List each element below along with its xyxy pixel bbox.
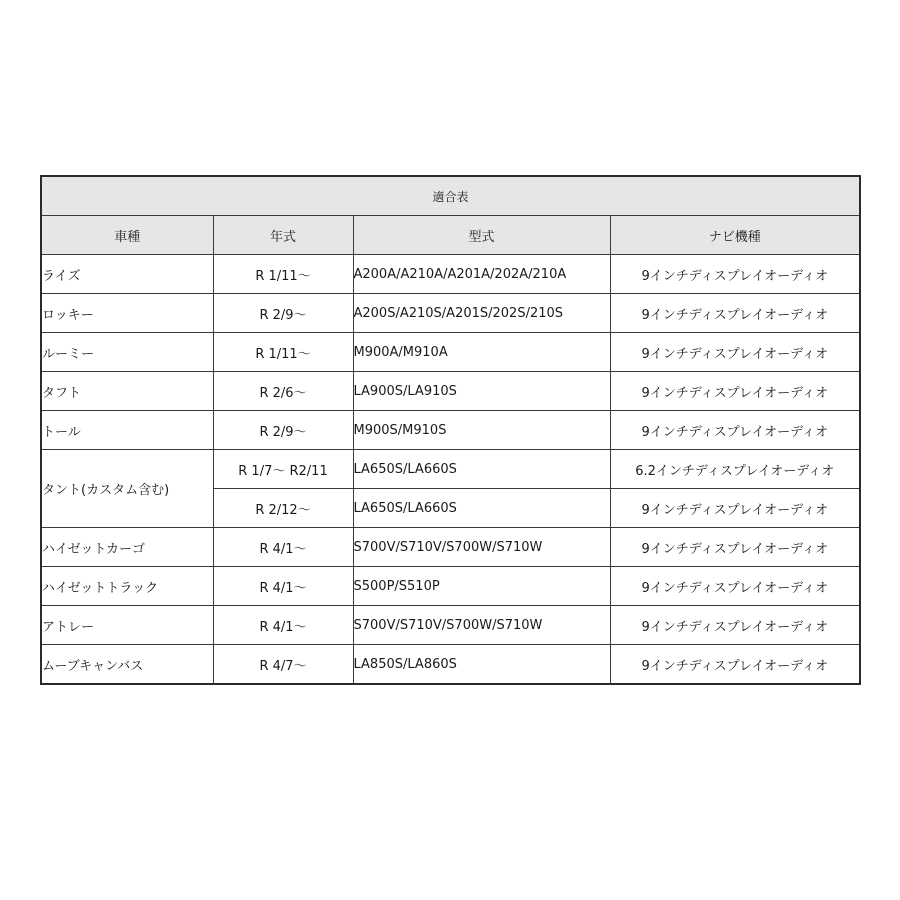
cell-type: S500P/S510P: [353, 567, 610, 606]
cell-year: R 4/1～: [213, 567, 353, 606]
header-navi: ナビ機種: [610, 216, 860, 255]
table-row: [41, 528, 860, 567]
cell-navi: 6.2インチディスプレイオーディオ: [610, 450, 860, 489]
cell-model: ルーミー: [41, 333, 213, 372]
header-model: 車種: [41, 216, 213, 255]
cell-model: アトレー: [41, 606, 213, 645]
table-row: [41, 294, 860, 333]
cell-year: R 1/7～ R2/11: [213, 450, 353, 489]
cell-year: R 4/1～: [213, 606, 353, 645]
cell-model: ライズ: [41, 255, 213, 294]
table-title-row: [41, 176, 860, 216]
cell-navi: 9インチディスプレイオーディオ: [610, 606, 860, 645]
cell-year: R 2/6～: [213, 372, 353, 411]
cell-navi: 9インチディスプレイオーディオ: [610, 372, 860, 411]
cell-year: R 2/12～: [213, 489, 353, 528]
table-row: [41, 606, 860, 645]
cell-type: LA850S/LA860S: [353, 645, 610, 685]
table-title: 適合表: [41, 176, 860, 216]
table-row: [41, 255, 860, 294]
cell-type: M900A/M910A: [353, 333, 610, 372]
cell-model: トール: [41, 411, 213, 450]
cell-year: R 1/11～: [213, 255, 353, 294]
cell-year: R 1/11～: [213, 333, 353, 372]
table-row: [41, 411, 860, 450]
cell-model: ハイゼットカーゴ: [41, 528, 213, 567]
cell-year: R 4/1～: [213, 528, 353, 567]
table-row: [41, 645, 860, 685]
cell-model-merged: タント(カスタム含む): [41, 450, 213, 528]
table-row: [41, 333, 860, 372]
cell-model: タフト: [41, 372, 213, 411]
cell-year: R 4/7～: [213, 645, 353, 685]
cell-year: R 2/9～: [213, 294, 353, 333]
cell-type: A200A/A210A/A201A/202A/210A: [353, 255, 610, 294]
cell-navi: 9インチディスプレイオーディオ: [610, 528, 860, 567]
cell-navi: 9インチディスプレイオーディオ: [610, 255, 860, 294]
cell-model: ムーブキャンバス: [41, 645, 213, 685]
cell-navi: 9インチディスプレイオーディオ: [610, 411, 860, 450]
cell-type: M900S/M910S: [353, 411, 610, 450]
cell-navi: 9インチディスプレイオーディオ: [610, 333, 860, 372]
compatibility-table: [40, 175, 861, 685]
cell-navi: 9インチディスプレイオーディオ: [610, 294, 860, 333]
cell-year: R 2/9～: [213, 411, 353, 450]
header-year: 年式: [213, 216, 353, 255]
table-row: [41, 450, 860, 489]
cell-navi: 9インチディスプレイオーディオ: [610, 567, 860, 606]
table-header-row: [41, 216, 860, 255]
cell-type: S700V/S710V/S700W/S710W: [353, 528, 610, 567]
cell-type: LA650S/LA660S: [353, 489, 610, 528]
header-type: 型式: [353, 216, 610, 255]
cell-type: LA900S/LA910S: [353, 372, 610, 411]
cell-navi: 9インチディスプレイオーディオ: [610, 645, 860, 685]
table-row: [41, 567, 860, 606]
cell-type: S700V/S710V/S700W/S710W: [353, 606, 610, 645]
table-row: [41, 372, 860, 411]
cell-type: A200S/A210S/A201S/202S/210S: [353, 294, 610, 333]
cell-type: LA650S/LA660S: [353, 450, 610, 489]
cell-navi: 9インチディスプレイオーディオ: [610, 489, 860, 528]
cell-model: ハイゼットトラック: [41, 567, 213, 606]
cell-model: ロッキー: [41, 294, 213, 333]
